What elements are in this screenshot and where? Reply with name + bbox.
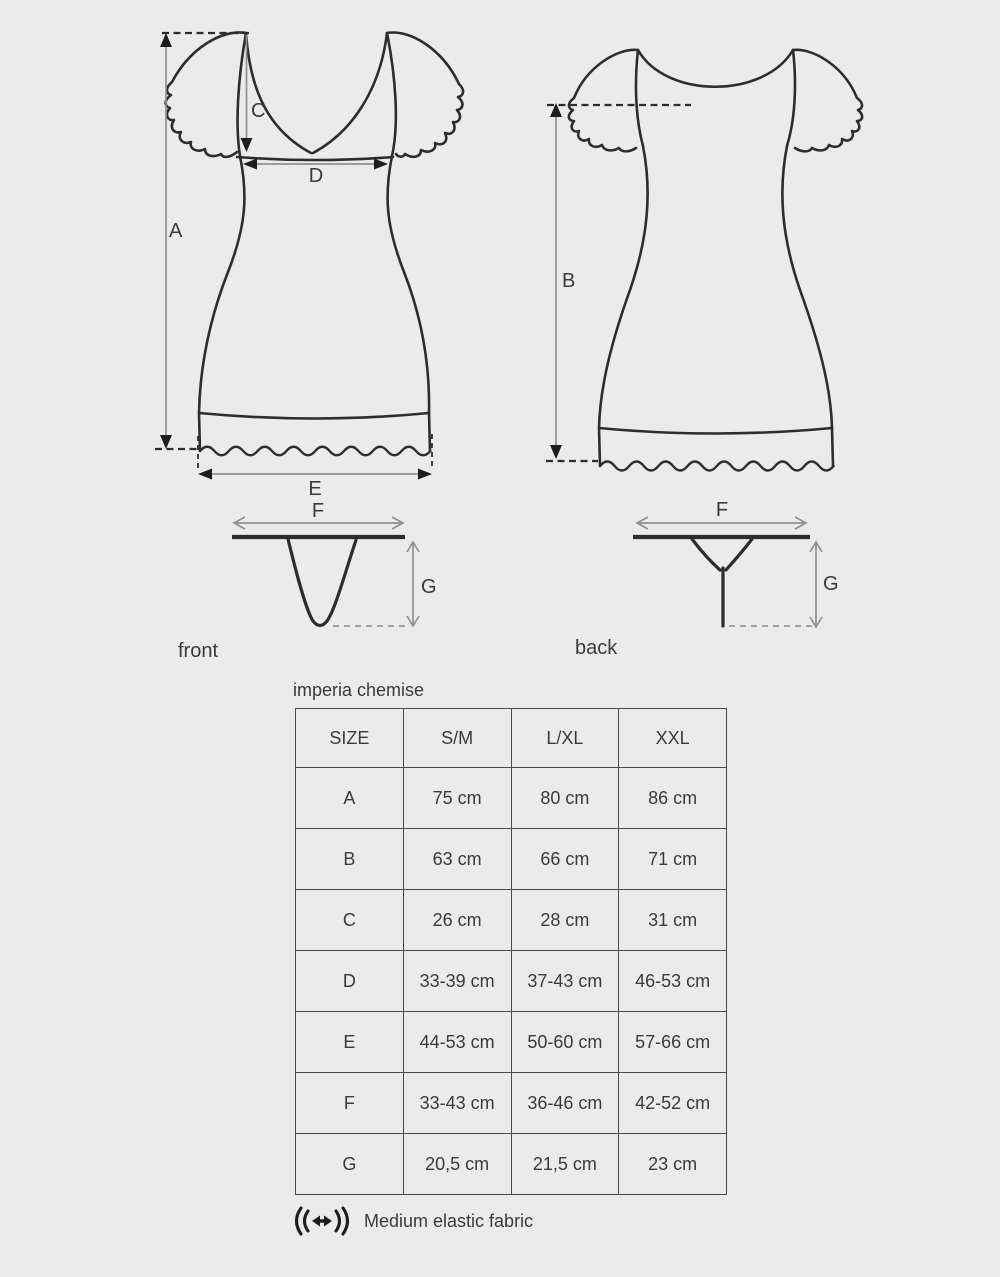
dimension-b bbox=[546, 103, 691, 461]
header-sm: S/M bbox=[403, 709, 511, 768]
row-label: C bbox=[296, 890, 404, 951]
fabric-elasticity-label: Medium elastic fabric bbox=[364, 1210, 534, 1231]
back-left-sleeve bbox=[569, 50, 638, 152]
row-label: D bbox=[296, 951, 404, 1012]
size-table-header-row bbox=[296, 709, 727, 768]
elasticity-stretch-icon bbox=[290, 1205, 354, 1237]
dim-label-a: A bbox=[169, 220, 183, 242]
cell-value: 86 cm bbox=[619, 768, 727, 829]
dimension-e bbox=[198, 434, 432, 500]
cell-value: 80 cm bbox=[511, 768, 619, 829]
cell-value: 26 cm bbox=[403, 890, 511, 951]
dim-label-b: B bbox=[562, 270, 576, 292]
cell-value: 63 cm bbox=[403, 829, 511, 890]
cell-value: 21,5 cm bbox=[511, 1134, 619, 1195]
row-label: E bbox=[296, 1012, 404, 1073]
back-caption: back bbox=[575, 637, 618, 659]
dim-label-f-back: F bbox=[715, 499, 729, 521]
dim-label-d: D bbox=[308, 165, 324, 187]
fabric-elasticity-legend bbox=[290, 1205, 533, 1237]
back-side-seams bbox=[599, 146, 832, 428]
back-hem-wave bbox=[600, 462, 834, 471]
front-right-sleeve bbox=[387, 33, 463, 157]
table-row bbox=[296, 1012, 727, 1073]
dimension-c bbox=[241, 35, 266, 152]
dimension-g-back bbox=[810, 542, 822, 627]
dim-label-g-front: G bbox=[421, 576, 437, 598]
dim-label-g-back: G bbox=[823, 573, 839, 595]
front-thong-drawing bbox=[232, 500, 437, 626]
row-label: A bbox=[296, 768, 404, 829]
dim-label-c: C bbox=[251, 100, 266, 122]
cell-value: 42-52 cm bbox=[619, 1073, 727, 1134]
cell-value: 28 cm bbox=[511, 890, 619, 951]
cell-value: 23 cm bbox=[619, 1134, 727, 1195]
cell-value: 37-43 cm bbox=[511, 951, 619, 1012]
table-row bbox=[296, 1134, 727, 1195]
cell-value: 33-39 cm bbox=[403, 951, 511, 1012]
cell-value: 57-66 cm bbox=[619, 1012, 727, 1073]
front-neckline bbox=[246, 33, 387, 153]
table-row bbox=[296, 768, 727, 829]
cell-value: 50-60 cm bbox=[511, 1012, 619, 1073]
table-title: imperia chemise bbox=[293, 680, 425, 700]
row-label: B bbox=[296, 829, 404, 890]
front-chemise-drawing bbox=[166, 32, 464, 455]
table-row bbox=[296, 890, 727, 951]
back-right-sleeve bbox=[793, 50, 862, 152]
cell-value: 36-46 cm bbox=[511, 1073, 619, 1134]
back-neckline bbox=[638, 50, 793, 87]
row-label: F bbox=[296, 1073, 404, 1134]
dim-label-f-front: F bbox=[311, 500, 325, 522]
table-row bbox=[296, 1073, 727, 1134]
front-armholes bbox=[238, 33, 396, 156]
front-left-sleeve bbox=[166, 32, 246, 156]
header-xxl: XXL bbox=[619, 709, 727, 768]
back-hem-band bbox=[599, 428, 833, 466]
cell-value: 71 cm bbox=[619, 829, 727, 890]
header-lxl: L/XL bbox=[511, 709, 619, 768]
table-row bbox=[296, 829, 727, 890]
front-bust-seam bbox=[237, 157, 393, 160]
row-label: G bbox=[296, 1134, 404, 1195]
cell-value: 20,5 cm bbox=[403, 1134, 511, 1195]
cell-value: 33-43 cm bbox=[403, 1073, 511, 1134]
cell-value: 66 cm bbox=[511, 829, 619, 890]
front-side-seams bbox=[199, 156, 429, 413]
header-size: SIZE bbox=[296, 709, 404, 768]
cell-value: 46-53 cm bbox=[619, 951, 727, 1012]
front-caption: front bbox=[178, 640, 219, 662]
dimension-d bbox=[243, 159, 388, 188]
cell-value: 31 cm bbox=[619, 890, 727, 951]
front-hem-wave bbox=[200, 447, 430, 456]
dim-label-e: E bbox=[308, 478, 322, 500]
back-chemise-drawing bbox=[569, 50, 862, 471]
cell-value: 75 cm bbox=[403, 768, 511, 829]
cell-value: 44-53 cm bbox=[403, 1012, 511, 1073]
table-row bbox=[296, 951, 727, 1012]
back-armhole-seams bbox=[636, 50, 795, 146]
size-table bbox=[295, 708, 727, 1195]
back-thong-drawing bbox=[633, 499, 839, 627]
front-hem-band bbox=[199, 413, 430, 451]
dimension-g-front bbox=[407, 542, 419, 626]
